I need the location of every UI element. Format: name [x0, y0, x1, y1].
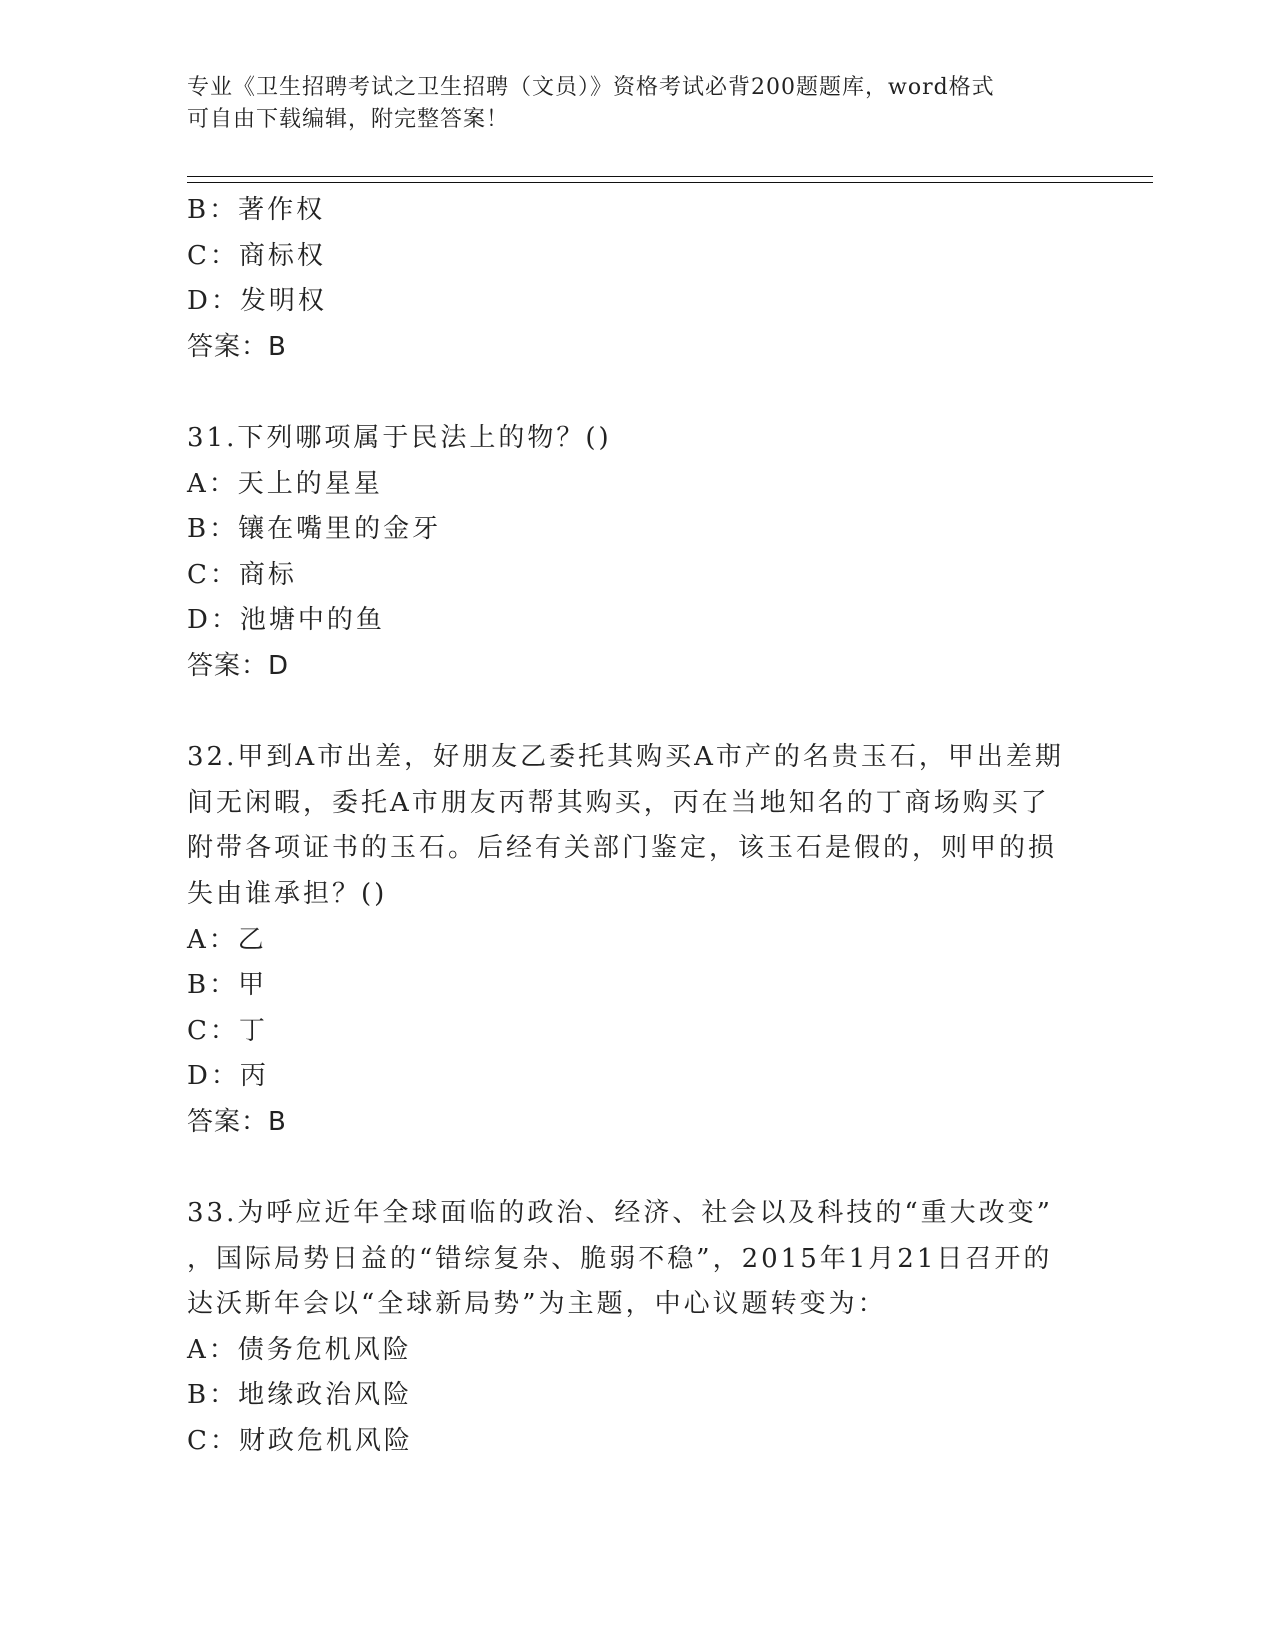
option-c: C：丁 — [187, 1015, 268, 1046]
answer-line: 答案：D — [187, 650, 290, 681]
option-d: D：池塘中的鱼 — [187, 605, 385, 636]
option-b: B：著作权 — [187, 195, 326, 225]
question-list — [187, 188, 1087, 1465]
header-line-2: 可自由下载编辑，附完整答案！ — [187, 107, 510, 132]
answer-line: 答案：B — [187, 331, 287, 362]
option-c: C：商标权 — [187, 240, 326, 271]
question-stem: 31.下列哪项属于民法上的物？() — [187, 422, 612, 453]
question-stem-line: 达沃斯年会以“全球新局势”为主题，中心议题转变为： — [187, 1289, 887, 1320]
header-line-1: 专业《卫生招聘考试之卫生招聘（文员）》资格考试必背200题题库，word格式 — [187, 75, 995, 100]
question-33 — [187, 1191, 1087, 1465]
question-stem-line: 33.为呼应近年全球面临的政治、经济、社会以及科技的“重大改变” — [187, 1198, 1053, 1229]
spacer — [187, 690, 1087, 736]
header-divider-top — [187, 176, 1153, 177]
answer-line: 答案：B — [187, 1106, 287, 1137]
option-a: A：乙 — [187, 924, 267, 955]
question-stem-line: 失由谁承担？() — [187, 878, 388, 909]
question-32 — [187, 735, 1087, 1145]
spacer — [187, 1145, 1087, 1191]
question-30 — [187, 188, 1087, 370]
header-divider-bottom — [187, 182, 1153, 183]
option-b: B：甲 — [187, 970, 268, 1001]
option-c: C：财政危机风险 — [187, 1426, 413, 1457]
option-a: A：债务危机风险 — [187, 1334, 412, 1365]
option-c: C：商标 — [187, 559, 297, 590]
option-b: B：镶在嘴里的金牙 — [187, 514, 442, 545]
question-31 — [187, 416, 1087, 690]
question-stem-line: 附带各项证书的玉石。后经有关部门鉴定，该玉石是假的，则甲的损 — [187, 833, 1058, 864]
question-stem-line: ，国际局势日益的“错综复杂、脆弱不稳”，2015年1月21日召开的 — [187, 1243, 1053, 1274]
question-stem-line: 32.甲到A市出差，好朋友乙委托其购买A市产的名贵玉石，甲出差期 — [187, 742, 1064, 773]
option-d: D：发明权 — [187, 286, 327, 317]
option-d: D：丙 — [187, 1061, 269, 1092]
question-stem-line: 间无闲暇，委托A市朋友丙帮其购买，丙在当地知名的丁商场购买了 — [187, 787, 1050, 818]
spacer — [187, 370, 1087, 416]
option-a: A：天上的星星 — [187, 468, 383, 499]
document-header — [187, 72, 1067, 136]
option-b: B：地缘政治风险 — [187, 1380, 413, 1411]
